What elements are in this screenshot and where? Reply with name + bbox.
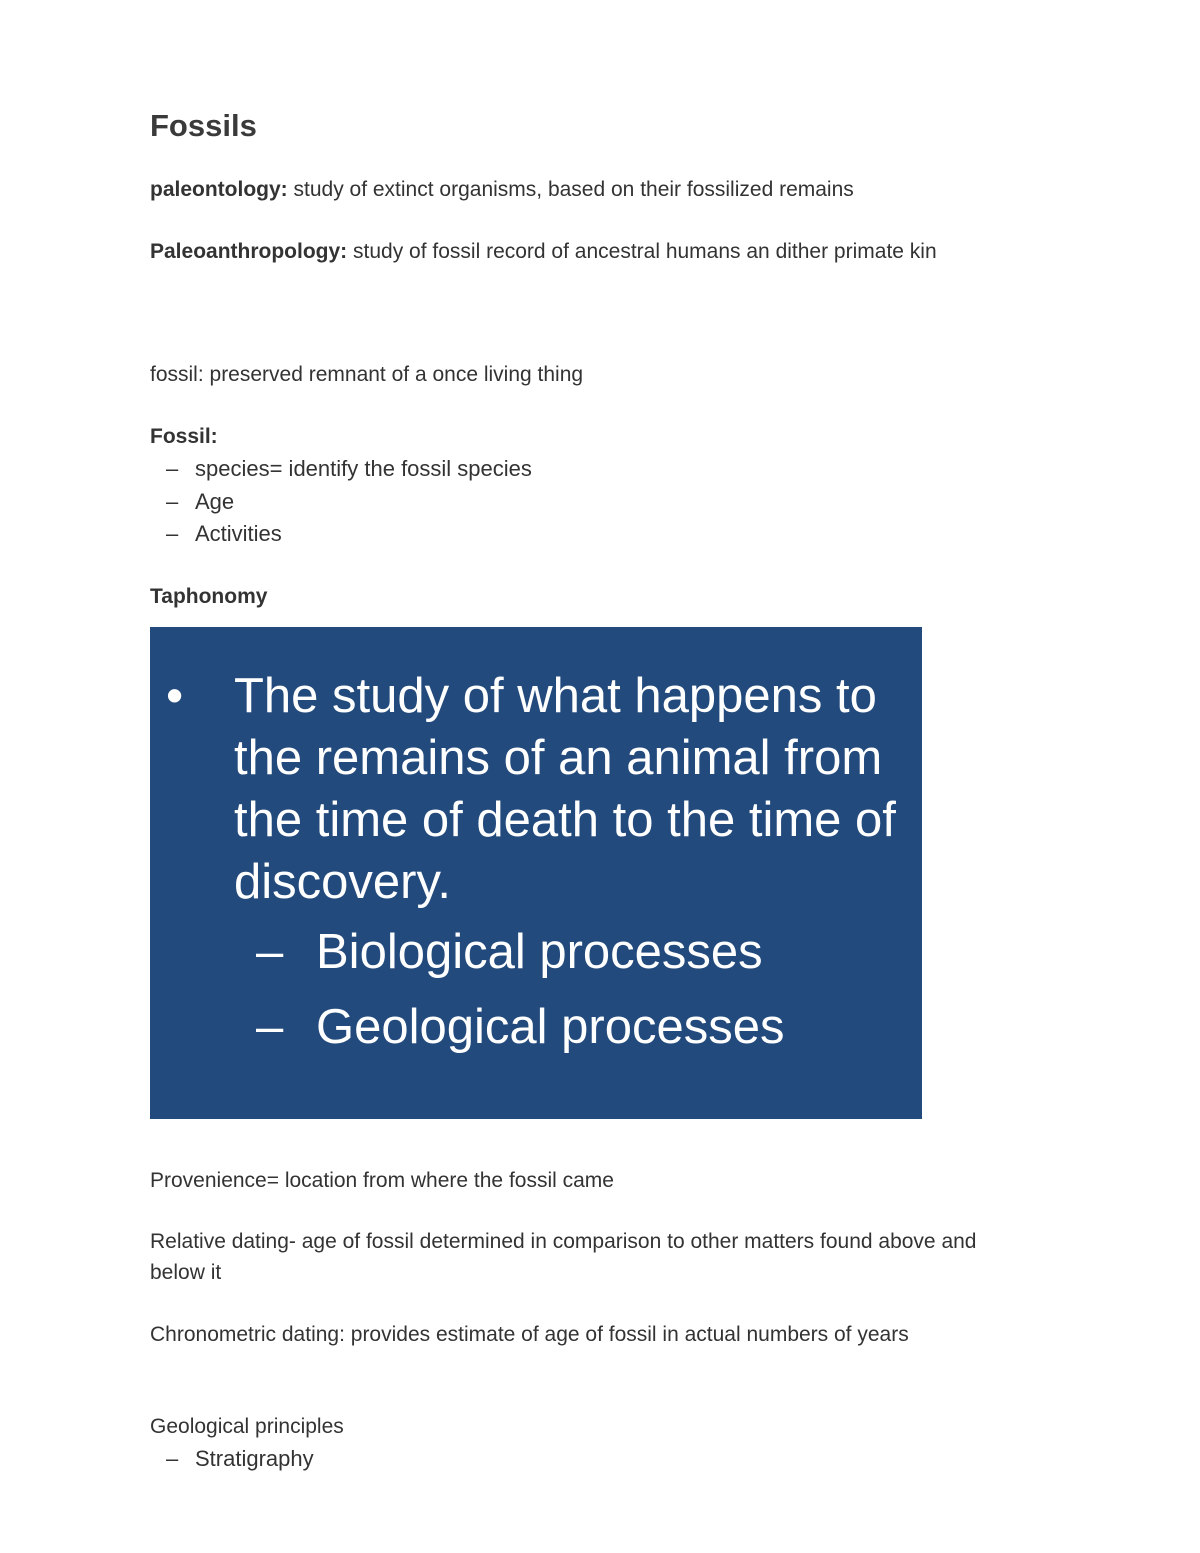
paleontology-text: study of extinct organisms, based on their fossilized remains — [287, 178, 854, 201]
dash-icon: – — [166, 488, 179, 514]
fossil-list — [150, 453, 532, 551]
paleoanthropology-term: Paleoanthropology: — [150, 240, 348, 263]
geological-principles-heading: Geological principles — [150, 1415, 344, 1438]
dash-icon: – — [166, 1446, 179, 1471]
relative-dating-definition: Relative dating- age of fossil determined in comparison to other matters found above and below it — [150, 1230, 977, 1284]
dash-icon: – — [256, 1000, 284, 1054]
list-item: – Activities — [150, 518, 532, 551]
geological-list — [150, 1443, 314, 1476]
slide-sub-item: – Biological processes — [256, 921, 763, 983]
page-title: Fossils — [150, 108, 257, 143]
provenience-definition: Provenience= location from where the fossil came — [150, 1169, 614, 1192]
paleontology-term: paleontology: — [150, 178, 288, 201]
taphonomy-heading: Taphonomy — [150, 585, 268, 608]
taphonomy-slide-image — [150, 627, 922, 1119]
slide-sub-item: – Geological processes — [256, 996, 784, 1058]
paleoanthropology-definition — [150, 236, 1040, 267]
slide-main-text: The study of what happens to the remains of an animal from the time of death to the time of discovery. — [234, 669, 896, 909]
list-item: – Age — [150, 486, 532, 519]
dash-icon: – — [256, 925, 284, 979]
bullet-icon: • — [166, 669, 184, 723]
paleoanthropology-text: study of fossil record of ancestral humans an dither primate kin — [347, 240, 937, 263]
chronometric-dating-definition: Chronometric dating: provides estimate of age of fossil in actual numbers of years — [150, 1323, 909, 1346]
fossil-heading: Fossil: — [150, 425, 218, 448]
fossil-definition: fossil: preserved remnant of a once living thing — [150, 363, 584, 386]
list-item: – species= identify the fossil species — [150, 453, 532, 486]
dash-icon: – — [166, 456, 179, 481]
paleontology-definition — [150, 174, 1050, 205]
dash-icon: – — [166, 521, 179, 546]
list-item: – Stratigraphy — [150, 1443, 314, 1476]
